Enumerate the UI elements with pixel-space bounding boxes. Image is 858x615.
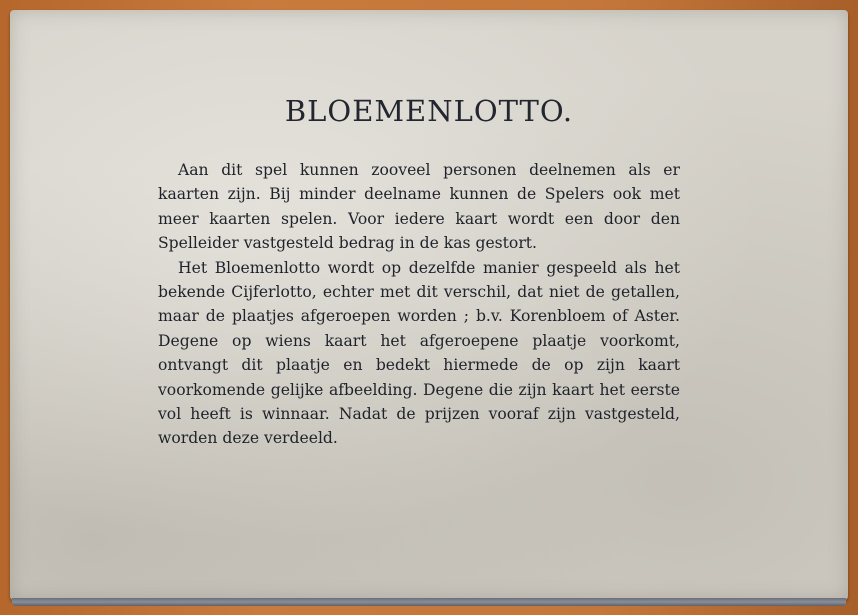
rules-text	[158, 158, 680, 451]
card-title: BLOEMENLOTTO.	[284, 94, 574, 128]
rules-paragraph-2: Het Bloemenlotto wordt op dezelfde manier gespeeld als het bekende Cijferlotto, echter met dit verschil, dat niet de getallen, maar de plaatjes afgeroepen worden ; b.v. Korenbloem of Aster. Degene op wiens kaart het afgeroepene plaatje voorkomt, ontvangt dit plaatje en bedekt hiermede de op zijn kaart voorkomende gelijke afbeelding. Degene die zijn kaart het eerste vol heeft is winnaar. Nadat de prijzen vooraf zijn vastgesteld, worden deze verdeeld.	[158, 258, 680, 448]
rules-paragraph-1: Aan dit spel kunnen zooveel personen deelnemen als er kaarten zijn. Bij minder deelname kunnen de Spelers ook met meer kaarten spelen. Voor iedere kaart wordt een door den Spelleider vastgesteld bedrag in de kas gestort.	[158, 161, 680, 253]
rules-card	[10, 10, 848, 600]
card-bottom-edge	[12, 598, 846, 606]
